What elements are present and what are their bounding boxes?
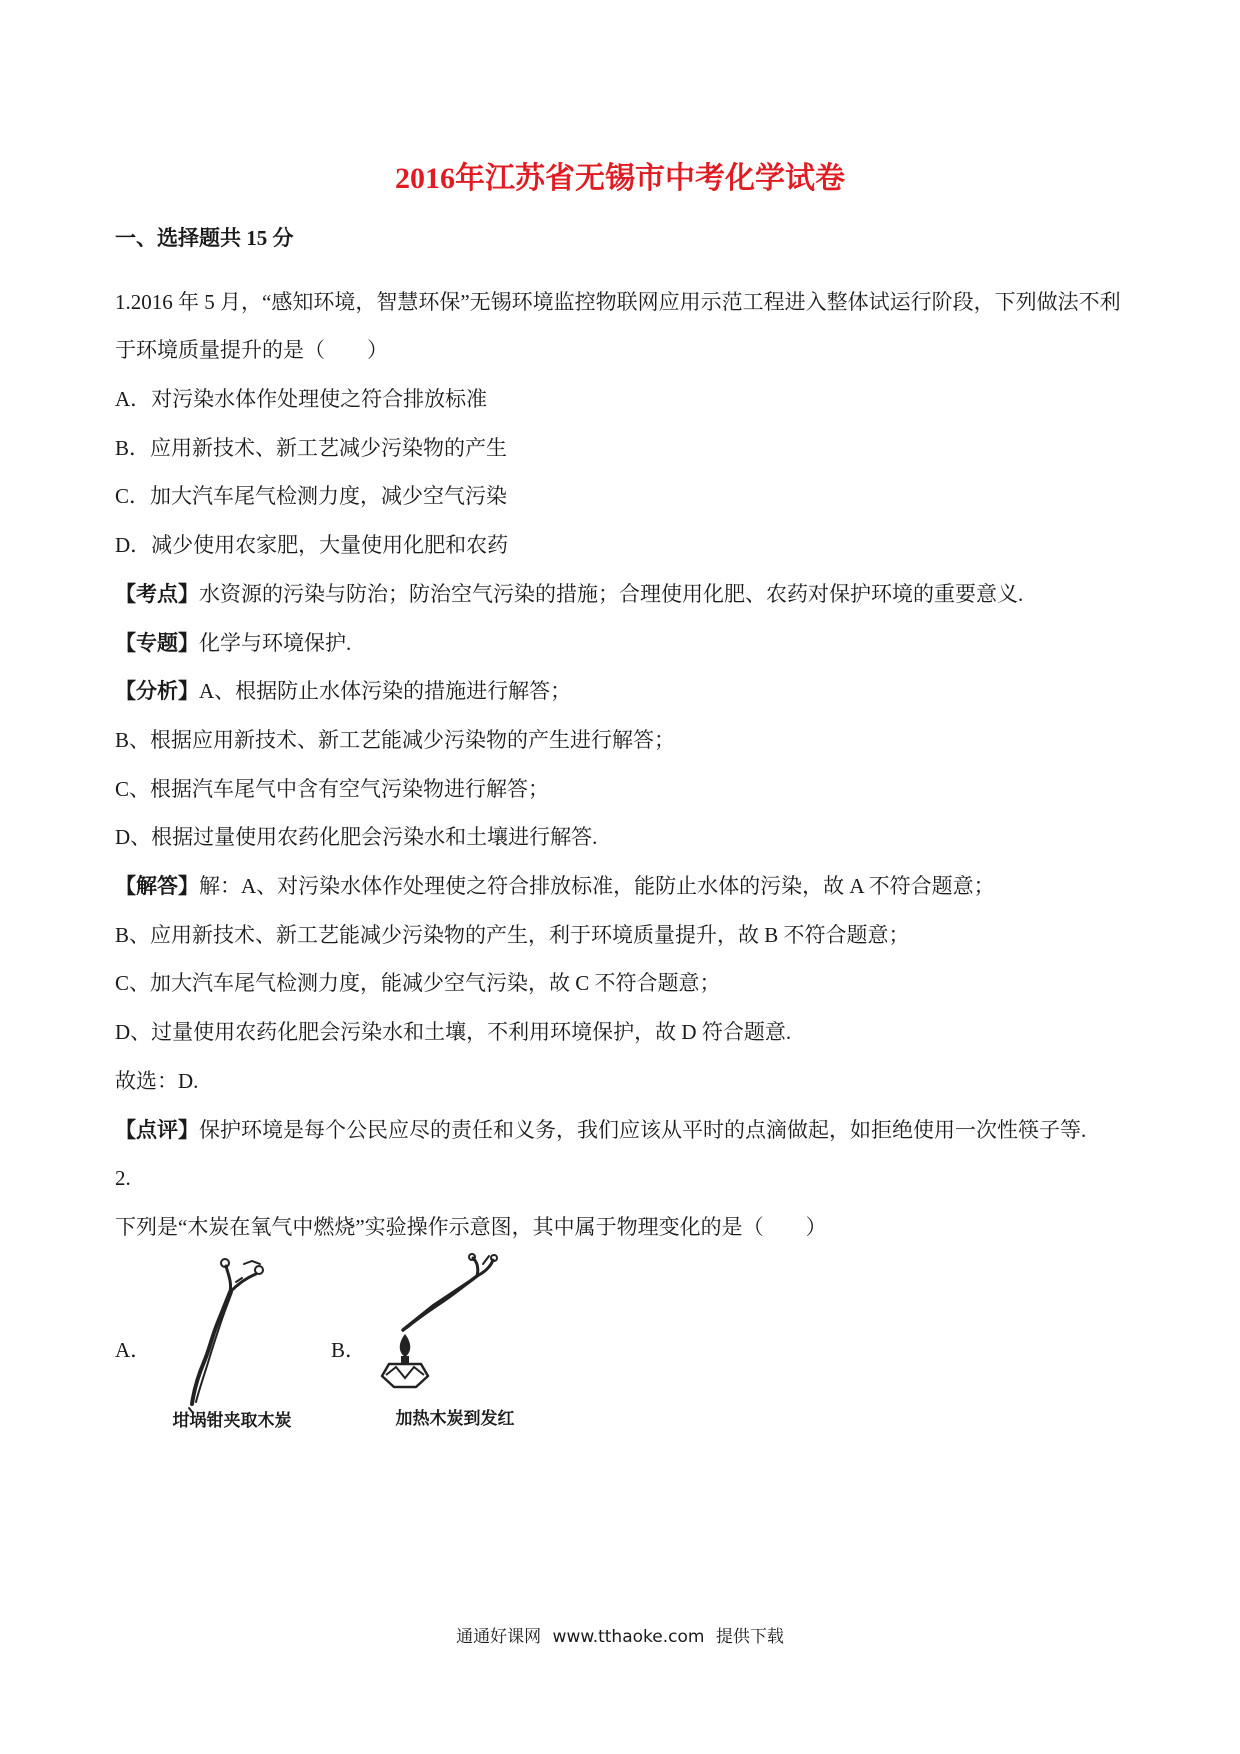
q1-option-b: B．应用新技术、新工艺减少污染物的产生 — [115, 435, 508, 460]
q1-analysis-line — [115, 667, 1127, 716]
q1-stem: 1.2016 年 5 月，“感知环境，智慧环保”无锡环境监控物联网应用示范工程进入整体试运行阶段，下列做法不利于环境质量提升的是（ ） — [115, 289, 1121, 363]
q1-analysis-line: C、根据汽车尾气中含有空气污染物进行解答； — [115, 776, 550, 801]
key-point-text: 水资源的污染与防治；防治空气污染的措施；合理使用化肥、农药对保护环境的重要意义. — [199, 581, 1024, 606]
page-footer: 通通好课网 www.tthaoke.com 提供下载 — [456, 1627, 784, 1647]
q2-option-b-label: B． — [331, 1337, 367, 1362]
solution-tag: 【解答】 — [115, 874, 199, 899]
q1-option-a: A．对污染水体作处理使之符合排放标准 — [115, 387, 488, 411]
q1-solution-line: C、加大汽车尾气检测力度，能减少空气污染，故 C 不符合题意； — [115, 971, 721, 996]
flame-icon — [400, 1334, 411, 1357]
comment-text: 保护环境是每个公民应尽的责任和义务，我们应该从平时的点滴做起，如拒绝使用一次性筷子等. — [199, 1117, 1087, 1142]
q2-option-a-label: A． — [115, 1337, 152, 1362]
analysis-text: A、根据防止水体污染的措施进行解答； — [199, 679, 572, 704]
q1-key-point — [115, 570, 1127, 619]
q1-analysis-line: D、根据过量使用农药化肥会污染水和土壤进行解答. — [115, 825, 598, 850]
q1-topic — [115, 619, 1127, 668]
q2-stem: 下列是“木炭在氧气中燃烧”实验操作示意图，其中属于物理变化的是（ ） — [115, 1214, 827, 1239]
q2-number: 2. — [115, 1166, 131, 1191]
q1-option-c: C．加大汽车尾气检测力度，减少空气污染 — [115, 484, 508, 509]
q1-solution-line: B、应用新技术、新工艺能减少污染物的产生，利于环境质量提升，故 B 不符合题意； — [115, 922, 910, 947]
q1-comment — [115, 1106, 1127, 1155]
section-heading: 一、选择题共 15 分 — [115, 226, 294, 250]
topic-tag: 【专题】 — [115, 630, 199, 655]
q2-option-a-caption: 坩埚钳夹取木炭 — [172, 1410, 292, 1431]
topic-text: 化学与环境保护. — [199, 630, 352, 655]
q1-solution-line: D、过量使用农药化肥会污染水和土壤，不利用环境保护，故 D 符合题意. — [115, 1020, 792, 1045]
page-title: 2016年江苏省无锡市中考化学试卷 — [395, 162, 845, 195]
q1-analysis-line: B、根据应用新技术、新工艺能减少污染物的产生进行解答； — [115, 727, 676, 752]
q2-option-b-caption: 加热木炭到发红 — [395, 1408, 515, 1429]
q1-answer: 故选：D. — [115, 1068, 199, 1093]
q2-options-row — [115, 1252, 1127, 1442]
question-content — [115, 278, 1127, 1442]
crucible-tongs-icon — [160, 1252, 305, 1442]
comment-tag: 【点评】 — [115, 1117, 199, 1142]
q1-solution-line — [115, 862, 1127, 911]
key-point-tag: 【考点】 — [115, 581, 199, 606]
analysis-tag: 【分析】 — [115, 679, 199, 704]
solution-text: 解：A、对污染水体作处理使之符合排放标准，能防止水体的污染，故 A 不符合题意； — [199, 874, 995, 899]
q1-option-d: D．减少使用农家肥，大量使用化肥和农药 — [115, 533, 509, 558]
tongs-over-alcohol-lamp-icon — [365, 1252, 530, 1442]
